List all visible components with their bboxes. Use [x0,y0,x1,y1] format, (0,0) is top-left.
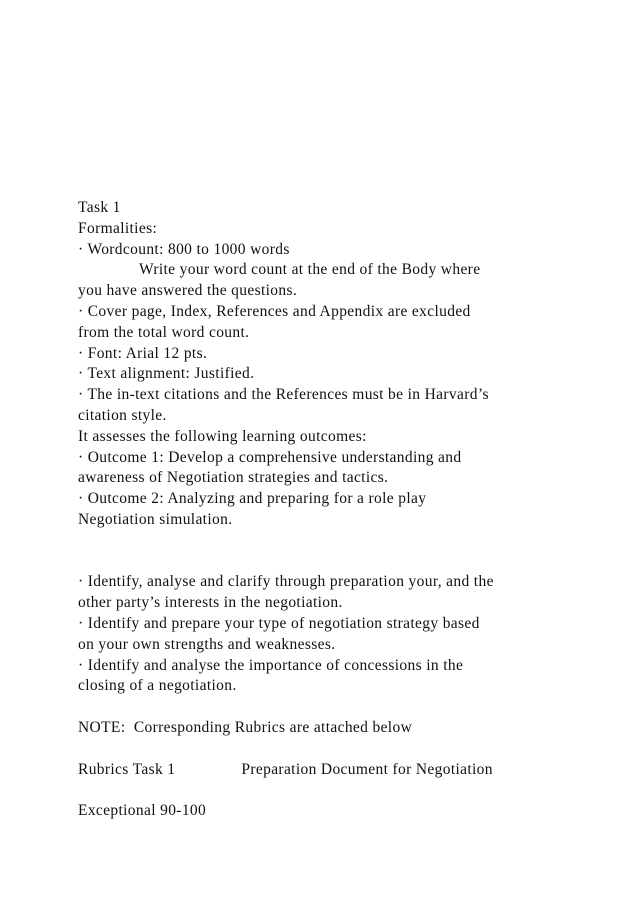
rubrics-label: Rubrics Task 1 [78,760,176,778]
rubrics-heading-row [78,760,598,781]
alignment-bullet: · Text alignment: Justified. [78,365,255,383]
font-bullet: · Font: Arial 12 pts. [78,344,208,362]
outcome-2-line-2: Negotiation simulation. [78,510,233,528]
wordcount-note-line-2: you have answered the questions. [78,282,298,300]
outcome-2-line-1: · Outcome 2: Analyzing and preparing for a role play [78,490,427,508]
identify-1-line-1: · Identify, analyse and clarify through preparation your, and the [78,573,494,591]
citation-bullet-line-1: · The in-text citations and the References must be in Harvard’s [78,386,489,404]
outcomes-intro: It assesses the following learning outcomes: [78,427,367,445]
task-title: Task 1 [78,199,121,216]
paragraph-gap [78,531,598,573]
identify-2-line-1: · Identify and prepare your type of negotiation strategy based [78,614,480,632]
exclusion-bullet-line-2: from the total word count. [78,323,250,341]
paragraph-gap [78,739,598,760]
identify-2-line-2: on your own strengths and weaknesses. [78,635,336,653]
identify-3-line-1: · Identify and analyse the importance of concessions in the [78,656,464,674]
paragraph-gap [78,780,598,801]
wordcount-bullet: · Wordcount: 800 to 1000 words [78,240,290,258]
document-body [78,198,598,822]
exceptional-line: Exceptional 90-100 [78,802,207,820]
note-line: NOTE: Corresponding Rubrics are attached below [78,718,413,736]
identify-3-line-2: closing of a negotiation. [78,677,237,695]
wordcount-note-line-1: Write your word count at the end of the Body where [139,261,481,279]
paragraph-gap [78,697,598,718]
outcome-1-line-2: awareness of Negotiation strategies and tactics. [78,469,389,487]
citation-bullet-line-2: citation style. [78,406,167,424]
rubrics-title: Preparation Document for Negotiation [241,760,493,778]
formalities-heading: Formalities: [78,219,158,237]
identify-1-line-2: other party’s interests in the negotiation. [78,594,343,612]
outcome-1-line-1: · Outcome 1: Develop a comprehensive understanding and [78,448,462,466]
exclusion-bullet-line-1: · Cover page, Index, References and Appendix are excluded [78,302,471,320]
